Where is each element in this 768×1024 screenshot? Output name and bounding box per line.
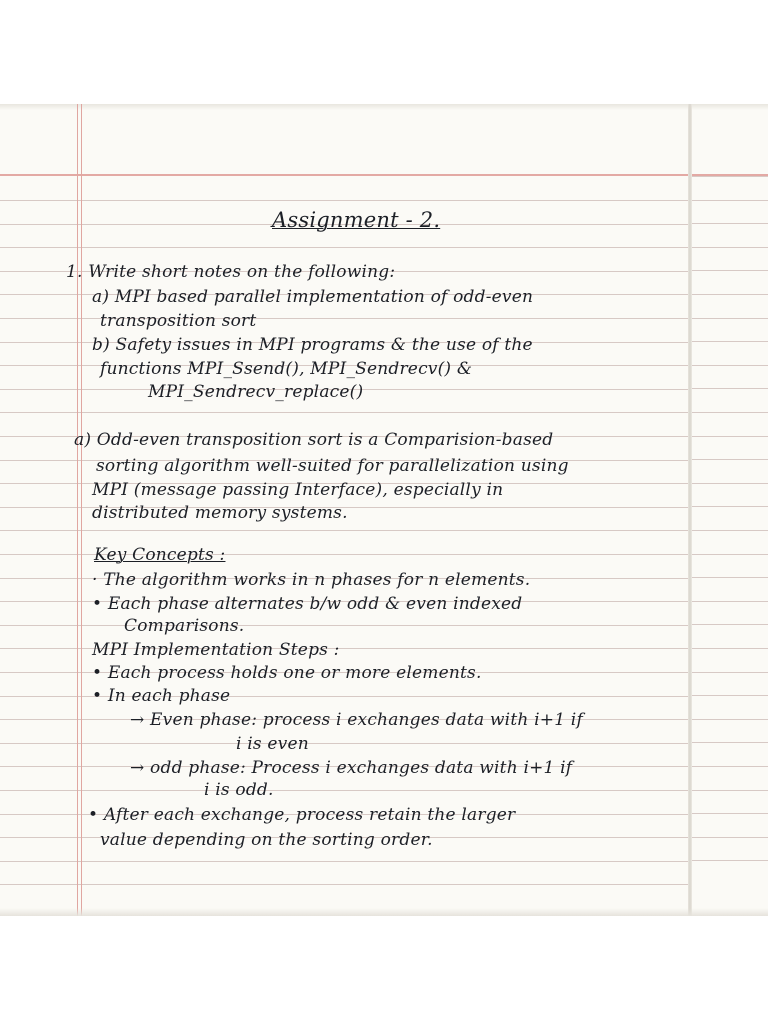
rule-line-facing-page [692, 483, 768, 484]
step-2-even-line-1: → Even phase: process i exchanges data with i+1 if [130, 710, 583, 730]
rule-line-facing-page [692, 247, 768, 248]
step-2: • In each phase [92, 686, 231, 706]
page-edge-top [0, 104, 768, 110]
step-3-line-1: • After each exchange, process retain the larger [88, 805, 516, 825]
key-concepts-heading: Key Concepts : [94, 545, 226, 565]
key-concept-2-line-2: Comparisons. [124, 616, 245, 636]
rule-line [0, 530, 688, 531]
rule-line [0, 412, 688, 413]
question-b-line-1: b) Safety issues in MPI programs & the use of the [92, 335, 533, 355]
answer-a-line-3: MPI (message passing Interface), especially in [92, 480, 504, 500]
rule-line-facing-page [692, 554, 768, 555]
rule-line-facing-page [692, 459, 768, 460]
page-edge-bottom [0, 908, 768, 916]
rule-line-facing-page [692, 695, 768, 696]
notebook-spine [688, 104, 692, 916]
rule-line [0, 625, 688, 626]
key-concept-1: · The algorithm works in n phases for n elements. [92, 570, 531, 590]
rule-line-facing-page [692, 223, 768, 224]
rule-line [0, 790, 688, 791]
rule-line-facing-page [692, 860, 768, 861]
rule-line-facing-page [692, 577, 768, 578]
answer-a-line-2: sorting algorithm well-suited for parallelization using [96, 456, 569, 476]
rule-line-facing-page [692, 672, 768, 673]
step-2-odd-line-2: i is odd. [204, 780, 274, 800]
rule-line-facing-page [692, 837, 768, 838]
rule-line-facing-page [692, 530, 768, 531]
rule-line-facing-page [692, 388, 768, 389]
step-2-even-line-2: i is even [236, 734, 309, 754]
step-2-odd-line-1: → odd phase: Process i exchanges data with i+1 if [130, 758, 573, 778]
steps-heading: MPI Implementation Steps : [92, 640, 340, 660]
rule-line [0, 884, 688, 885]
rule-line-facing-page [692, 719, 768, 720]
rule-line-facing-page [692, 200, 768, 201]
rule-line-facing-page [692, 766, 768, 767]
rule-line-facing-page [692, 506, 768, 507]
answer-a-line-1: a) Odd-even transposition sort is a Comparision-based [74, 430, 554, 450]
rule-line-facing-page [692, 436, 768, 437]
step-1: • Each process holds one or more elements. [92, 663, 482, 683]
rule-line-facing-page [692, 601, 768, 602]
rule-line-facing-page [692, 341, 768, 342]
rule-line-facing-page [692, 270, 768, 271]
rule-line-facing-page [692, 624, 768, 625]
rule-line [0, 247, 688, 248]
rule-line-facing-page [692, 412, 768, 413]
question-b-line-2: functions MPI_Ssend(), MPI_Sendrecv() & [100, 359, 473, 379]
rule-line-facing-page [692, 176, 768, 177]
question-intro: 1. Write short notes on the following: [66, 262, 396, 282]
rule-line [0, 743, 688, 744]
rule-line [0, 861, 688, 862]
question-a-line-1: a) MPI based parallel implementation of odd-even [92, 287, 534, 307]
question-b-line-3: MPI_Sendrecv_replace() [148, 382, 364, 402]
key-concept-2-line-1: • Each phase alternates b/w odd & even indexed [92, 594, 523, 614]
header-rule [0, 174, 768, 176]
rule-line-facing-page [692, 365, 768, 366]
rule-line-facing-page [692, 648, 768, 649]
step-3-line-2: value depending on the sorting order. [100, 830, 433, 850]
answer-a-line-4: distributed memory systems. [92, 503, 348, 523]
rule-line-facing-page [692, 742, 768, 743]
page-title: Assignment - 2. [272, 208, 441, 232]
question-a-line-2: transposition sort [100, 311, 257, 331]
rule-line-facing-page [692, 813, 768, 814]
rule-line-facing-page [692, 790, 768, 791]
margin-line-right [81, 104, 82, 916]
margin-line-left [77, 104, 78, 916]
rule-line [0, 200, 688, 201]
rule-line-facing-page [692, 294, 768, 295]
rule-line-facing-page [692, 318, 768, 319]
